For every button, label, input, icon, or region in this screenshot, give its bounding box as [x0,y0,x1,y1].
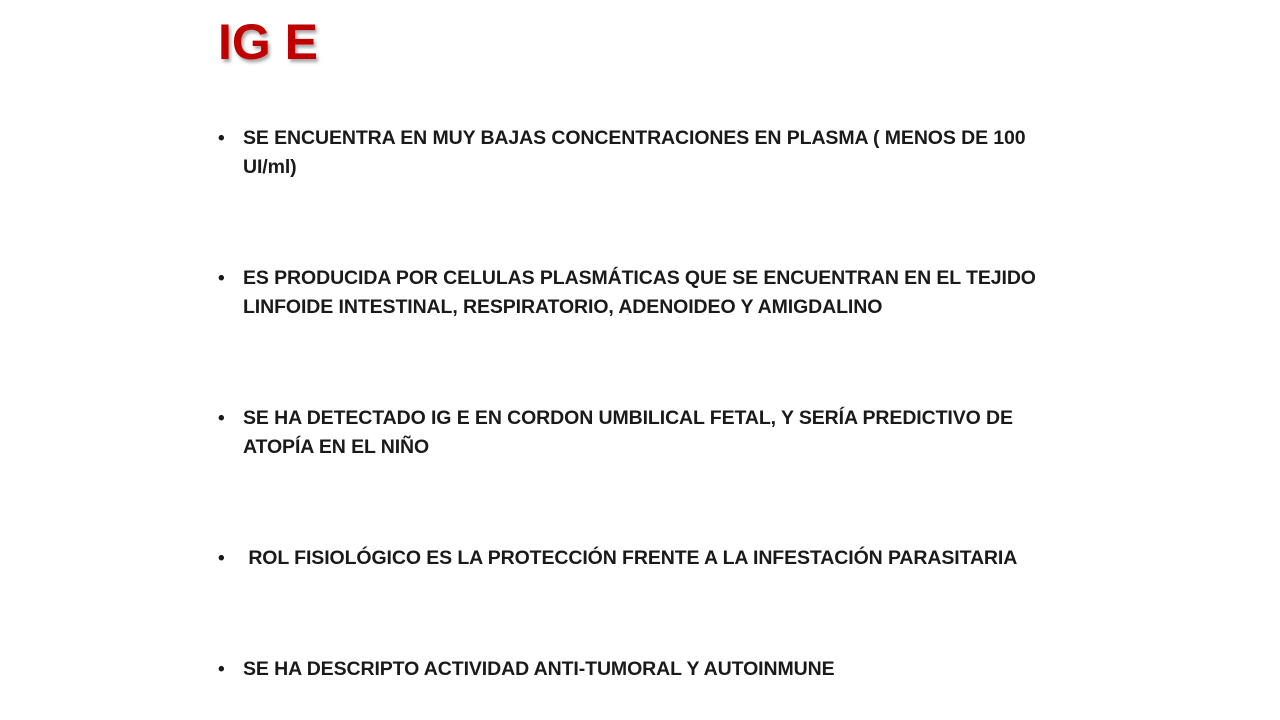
bullet-item [218,544,1078,573]
bullet-item [218,124,1078,182]
bullet-item [218,404,1078,462]
bullet-text: SE HA DESCRIPTO ACTIVIDAD ANTI-TUMORAL Y AUTOINMUNE [243,658,835,680]
bullet-item [218,264,1078,322]
bullet-dot-icon: • [218,408,225,429]
bullet-text: ES PRODUCIDA POR CELULAS PLASMÁTICAS QUE SE ENCUENTRAN EN EL TEJIDO LINFOIDE INTESTINAL, RESPIRATORIO, ADENOIDEO Y AMIGDALINO [243,267,1036,318]
bullet-dot-icon: • [218,548,225,569]
bullet-dot-icon: • [218,268,225,289]
bullet-text: SE HA DETECTADO IG E EN CORDON UMBILICAL FETAL, Y SERÍA PREDICTIVO DE ATOPÍA EN EL NIÑO [243,407,1013,458]
bullet-text: SE ENCUENTRA EN MUY BAJAS CONCENTRACIONES EN PLASMA ( MENOS DE 100 UI/ml) [243,127,1026,178]
slide-title: IG E [218,14,319,70]
bullet-dot-icon: • [218,128,225,149]
bullet-item [218,655,1078,684]
bullet-dot-icon: • [218,659,225,680]
bullet-text: ROL FISIOLÓGICO ES LA PROTECCIÓN FRENTE A LA INFESTACIÓN PARASITARIA [243,547,1018,569]
bullet-list [218,124,1078,684]
